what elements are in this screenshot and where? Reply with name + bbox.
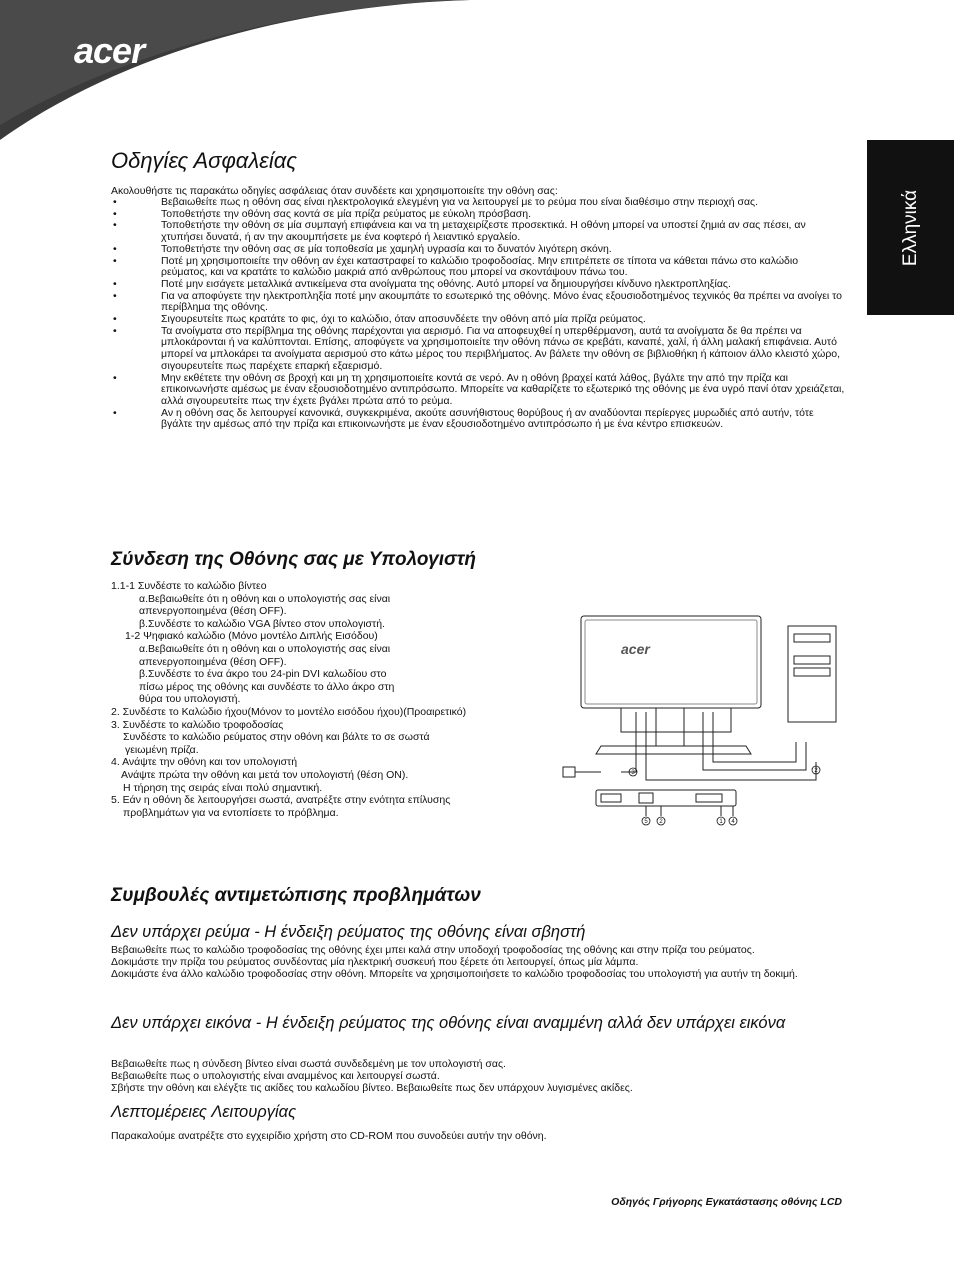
acer-logo: acer xyxy=(74,30,145,71)
list-item: • Για να αποφύγετε την ηλεκτροπληξία ποτέ μην ακουμπάτε το εσωτερικό της οθόνης. Μόνο ένας εξουσιοδοτημένος τεχνικός θα πρέπει να ανοίγει το περίβλημα της οθόνης. xyxy=(111,291,846,314)
step-line: απενεργοποιημένα (θέση OFF). xyxy=(139,605,287,618)
callout-2b: 2 xyxy=(659,819,663,825)
safety-title: Οδηγίες Ασφαλείας xyxy=(111,148,297,173)
callout-4: 4 xyxy=(731,819,735,825)
connect-title: Σύνδεση της Οθόνης σας με Υπολογιστή xyxy=(111,549,476,570)
callout-1: 1 xyxy=(719,819,723,825)
no-picture-text xyxy=(111,1058,846,1094)
language-tab xyxy=(867,140,954,315)
text-line: Βεβαιωθείτε πως η σύνδεση βίντεο είναι σωστά συνδεδεμένη με τον υπολογιστή σας. xyxy=(111,1058,506,1070)
list-item: • Βεβαιωθείτε πως η οθόνη σας είναι ηλεκτρολογικά ελεγμένη για να λειτουργεί με το ρεύμα που είναι διαθέσιμο στην περιοχή σας. xyxy=(111,197,846,209)
step-line: α.Βεβαιωθείτε ότι η οθόνη και ο υπολογιστής σας είναι xyxy=(139,642,391,655)
text-line: Σβήστε την οθόνη και ελέγξτε τις ακίδες του καλωδίου βίντεο. Βεβαιωθείτε πως δεν υπάρχουν λυγισμένες ακίδες. xyxy=(111,1082,633,1094)
text-line: Βεβαιωθείτε πως ο υπολογιστής είναι αναμμένος και λειτουργεί σωστά. xyxy=(111,1070,440,1082)
step-line: θύρα του υπολογιστή. xyxy=(139,693,241,706)
no-picture-title: Δεν υπάρχει εικόνα - Η ένδειξη ρεύματος της οθόνης είναι αναμμένη αλλά δεν υπάρχει εικόνα xyxy=(111,1014,786,1032)
footer-title: Οδηγός Γρήγορης Εγκατάστασης οθόνης LCD xyxy=(611,1196,842,1208)
no-power-text xyxy=(111,944,846,980)
step-line: προβλημάτων για να εντοπίσετε το πρόβλημα. xyxy=(123,806,339,819)
list-item: • Τοποθετήστε την οθόνη σας σε μία τοποθεσία με χαμηλή υγρασία και το δυνατόν λιγότερη σκόνη. xyxy=(111,244,846,256)
list-item: • Μην εκθέτετε την οθόνη σε βροχή και μη τη χρησιμοποιείτε κοντά σε νερό. Αν η οθόνη βραχεί κατά λάθος, βγάλτε την από την πρίζα και επικοινωνήστε αμέσως με έναν εξουσιοδοτημένο αντιπρόσωπο. Μπορείτε να καθαρίζετε το εξωτερικό της οθόνης με ένα υγρό πανί όταν χρειάζεται, αλλά σιγουρευτείτε πως την έχετε βγάλει πρώτα από το ρεύμα. xyxy=(111,373,846,408)
step-line: α.Βεβαιωθείτε ότι η οθόνη και ο υπολογιστής σας είναι xyxy=(139,592,391,605)
step-line: 2. Συνδέστε το Καλώδιο ήχου(Μόνον το μοντέλο εισόδου ήχου)(Προαιρετικό) xyxy=(111,705,467,718)
language-tab-label: Ελληνικά xyxy=(899,189,921,266)
troubleshoot-title: Συμβουλές αντιμετώπισης προβλημάτων xyxy=(111,885,481,906)
details-text: Παρακαλούμε ανατρέξτε στο εγχειρίδιο χρήστη στο CD-ROM που συνοδεύει αυτήν την οθόνη. xyxy=(111,1130,547,1142)
callout-3: 3 xyxy=(631,770,635,776)
list-item: • Σιγουρευτείτε πως κρατάτε το φις, όχι το καλώδιο, όταν αποσυνδέετε την οθόνη από μία πρίζα ρεύματος. xyxy=(111,314,846,326)
step-line: 4. Ανάψτε την οθόνη και τον υπολογιστή xyxy=(111,756,298,769)
safety-list xyxy=(111,197,846,431)
step-line: Συνδέστε το καλώδιο ρεύματος στην οθόνη και βάλτε το σε σωστά xyxy=(123,731,430,744)
connect-steps xyxy=(111,580,551,819)
diagram-monitor-logo: acer xyxy=(621,641,650,657)
step-line: απενεργοποιημένα (θέση OFF). xyxy=(139,655,287,668)
step-line: πίσω μέρος της οθόνης και συνδέστε το άλλο άκρο στη xyxy=(139,680,395,693)
header-corner-shape xyxy=(0,0,470,140)
callout-5: 5 xyxy=(644,819,648,825)
list-item: • Τοποθετήστε την οθόνη σας κοντά σε μία πρίζα ρεύματος με εύκολη πρόσβαση. xyxy=(111,209,846,221)
text-line: Δοκιμάστε την πρίζα του ρεύματος συνδέοντας μία ηλεκτρική συσκευή που ξέρετε ότι λειτουργεί, όπως μία λάμπα. xyxy=(111,956,639,968)
step-line: 3. Συνδέστε το καλώδιο τροφοδοσίας xyxy=(111,718,284,731)
step-line: β.Συνδέστε το ένα άκρο του 24-pin DVI καλωδίου στο xyxy=(139,668,387,681)
list-item: • Ποτέ μην εισάγετε μεταλλικά αντικείμενα στα ανοίγματα της οθόνης. Αυτό μπορεί να δημιουργήσει κίνδυνο ηλεκτροπληξίας. xyxy=(111,279,846,291)
step-line: 5. Εάν η οθόνη δε λειτουργήσει σωστά, ανατρέξτε στην ενότητα επίλυσης xyxy=(111,794,451,807)
step-line: γειωμένη πρίζα. xyxy=(125,743,199,756)
step-line: Η τήρηση της σειράς είναι πολύ σημαντική. xyxy=(123,781,323,794)
step-line: β.Συνδέστε το καλώδιο VGA βίντεο στον υπολογιστή. xyxy=(139,617,385,630)
safety-intro: Ακολουθήστε τις παρακάτω οδηγίες ασφάλειας όταν συνδέετε και χρησιμοποιείτε την οθόνη σας: xyxy=(111,185,558,197)
list-item: • Τα ανοίγματα στο περίβλημα της οθόνης παρέχονται για αερισμό. Για να αποφευχθεί η υπερθέρμανση, αυτά τα ανοίγματα δε θα πρέπει να μπλοκάρονται ή να καλύπτονται. Επίσης, αποφύγετε να χρησιμοποιείτε την οθόνη πάνω σε κρεβάτι, καναπέ, χαλί, ή άλλη μαλακή επιφάνεια. Αυτό μπορεί να μπλοκάρει τα ανοίγματα αερισμού στο κάτω μέρος του περιβλήματος. Αν βάλετε την οθόνη σε βιβλιοθήκη ή κάποιον άλλο κλειστό χώρο, σιγουρευτείτε πως παρέχετε επαρκή εξαερισμό. xyxy=(111,326,846,373)
step-line: 1.1-1 Συνδέστε το καλώδιο βίντεο xyxy=(111,580,267,592)
step-line: 1-2 Ψηφιακό καλώδιο (Μόνο μοντέλο Διπλής Εισόδου) xyxy=(125,630,378,643)
callout-2: 2 xyxy=(814,768,818,774)
list-item: • Ποτέ μη χρησιμοποιείτε την οθόνη αν έχει καταστραφεί το καλώδιο τροφοδοσίας. Μην επιτρέπετε σε τίποτα να κάθεται πάνω στο καλώδιο ρεύματος, και να κρατάτε το καλώδιο μακριά από ανθρώπους που μπορεί να σκοντάψουν πάνω του. xyxy=(111,256,846,279)
connection-diagram xyxy=(561,612,851,830)
step-line: Ανάψτε πρώτα την οθόνη και μετά τον υπολογιστή (θέση ON). xyxy=(121,768,409,781)
text-line: Δοκιμάστε ένα άλλο καλώδιο τροφοδοσίας στην οθόνη. Μπορείτε να χρησιμοποιήσετε το καλώδιο τροφοδοσίας του υπολογιστή για αυτήν τη δοκιμή. xyxy=(111,968,798,980)
text-line: Βεβαιωθείτε πως το καλώδιο τροφοδοσίας της οθόνης έχει μπει καλά στην υποδοχή τροφοδοσίας της οθόνης και στην πρίζα του ρεύματος. xyxy=(111,944,755,956)
details-title: Λεπτομέρειες Λειτουργίας xyxy=(111,1103,297,1121)
list-item: • Τοποθετήστε την οθόνη σε μία συμπαγή επιφάνεια και να τη μεταχειρίζεστε προσεκτικά. Η οθόνη μπορεί να υποστεί ζημιά αν σας πέσει, αν χτυπήσει δυνατά, ή αν την ακουμπήσετε με ένα κοφτερό ή λειαντικό εργαλείο. xyxy=(111,220,846,243)
no-power-title: Δεν υπάρχει ρεύμα - Η ένδειξη ρεύματος της οθόνης είναι σβηστή xyxy=(111,923,586,941)
list-item: • Αν η οθόνη σας δε λειτουργεί κανονικά, συγκεκριμένα, ακούτε ασυνήθιστους θορύβους ή αν αναδύονται περίεργες μυρωδιές από αυτήν, τότε βγάλτε την αμέσως από την πρίζα και επικοινωνήστε με έναν εξουσιοδοτημένο αντιπρόσωπο ή με ένα κέντρο επισκευών. xyxy=(111,408,846,431)
